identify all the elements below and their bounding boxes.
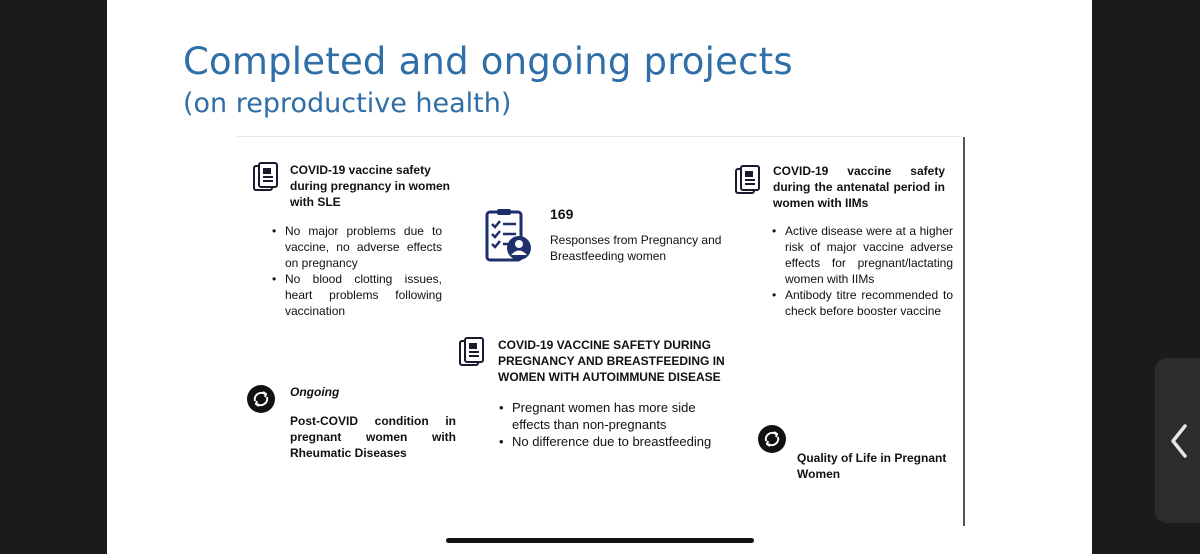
survey-clipboard-icon [485,208,533,264]
list-item: • No major problems due to vaccine, no adverse effects on pregnancy [272,223,442,271]
right-block-bullets [772,223,953,319]
slide [107,0,1092,554]
right-block-heading: COVID-19 vaccine safety during the antenatal period in women with IIMs [773,164,945,210]
document-icon [735,165,761,195]
chevron-left-icon[interactable] [1169,423,1189,459]
document-icon [459,337,485,367]
left-block-bullets [272,223,442,319]
home-indicator[interactable] [446,538,754,543]
list-item: • Pregnant women has more side effects than non-pregnants [499,399,729,433]
list-item: • Antibody titre recommended to check before booster vaccine [772,287,953,319]
slide-subtitle: (on reproductive health) [183,88,512,119]
back-tab[interactable] [1155,358,1200,523]
left-letterbox [0,0,107,554]
responses-label: Responses from Pregnancy and Breastfeeding women [550,233,722,263]
ongoing-left-title: Post-COVID condition in pregnant women with Rheumatic Diseases [290,414,456,460]
middle-block-bullets [499,399,729,450]
ongoing-label: Ongoing [290,385,340,399]
ongoing-right-title: Quality of Life in Pregnant Women [797,451,947,481]
cycle-icon [758,425,786,453]
cycle-icon [247,385,275,413]
list-item: • No difference due to breastfeeding [499,433,729,450]
list-item: • Active disease were at a higher risk of major vaccine adverse effects for pregnant/lactating women with IIMs [772,223,953,287]
responses-count: 169 [550,206,574,222]
slide-title: Completed and ongoing projects [183,40,793,83]
top-divider [237,136,962,137]
left-block-heading: COVID-19 vaccine safety during pregnancy in women with SLE [290,163,451,209]
document-icon [253,162,279,192]
middle-block-heading: COVID-19 VACCINE SAFETY DURING PREGNANCY AND BREASTFEEDING IN WOMEN WITH AUTOIMMUNE DISEASE [498,338,725,384]
list-item: • No blood clotting issues, heart problems following vaccination [272,271,442,319]
right-divider [963,137,965,526]
